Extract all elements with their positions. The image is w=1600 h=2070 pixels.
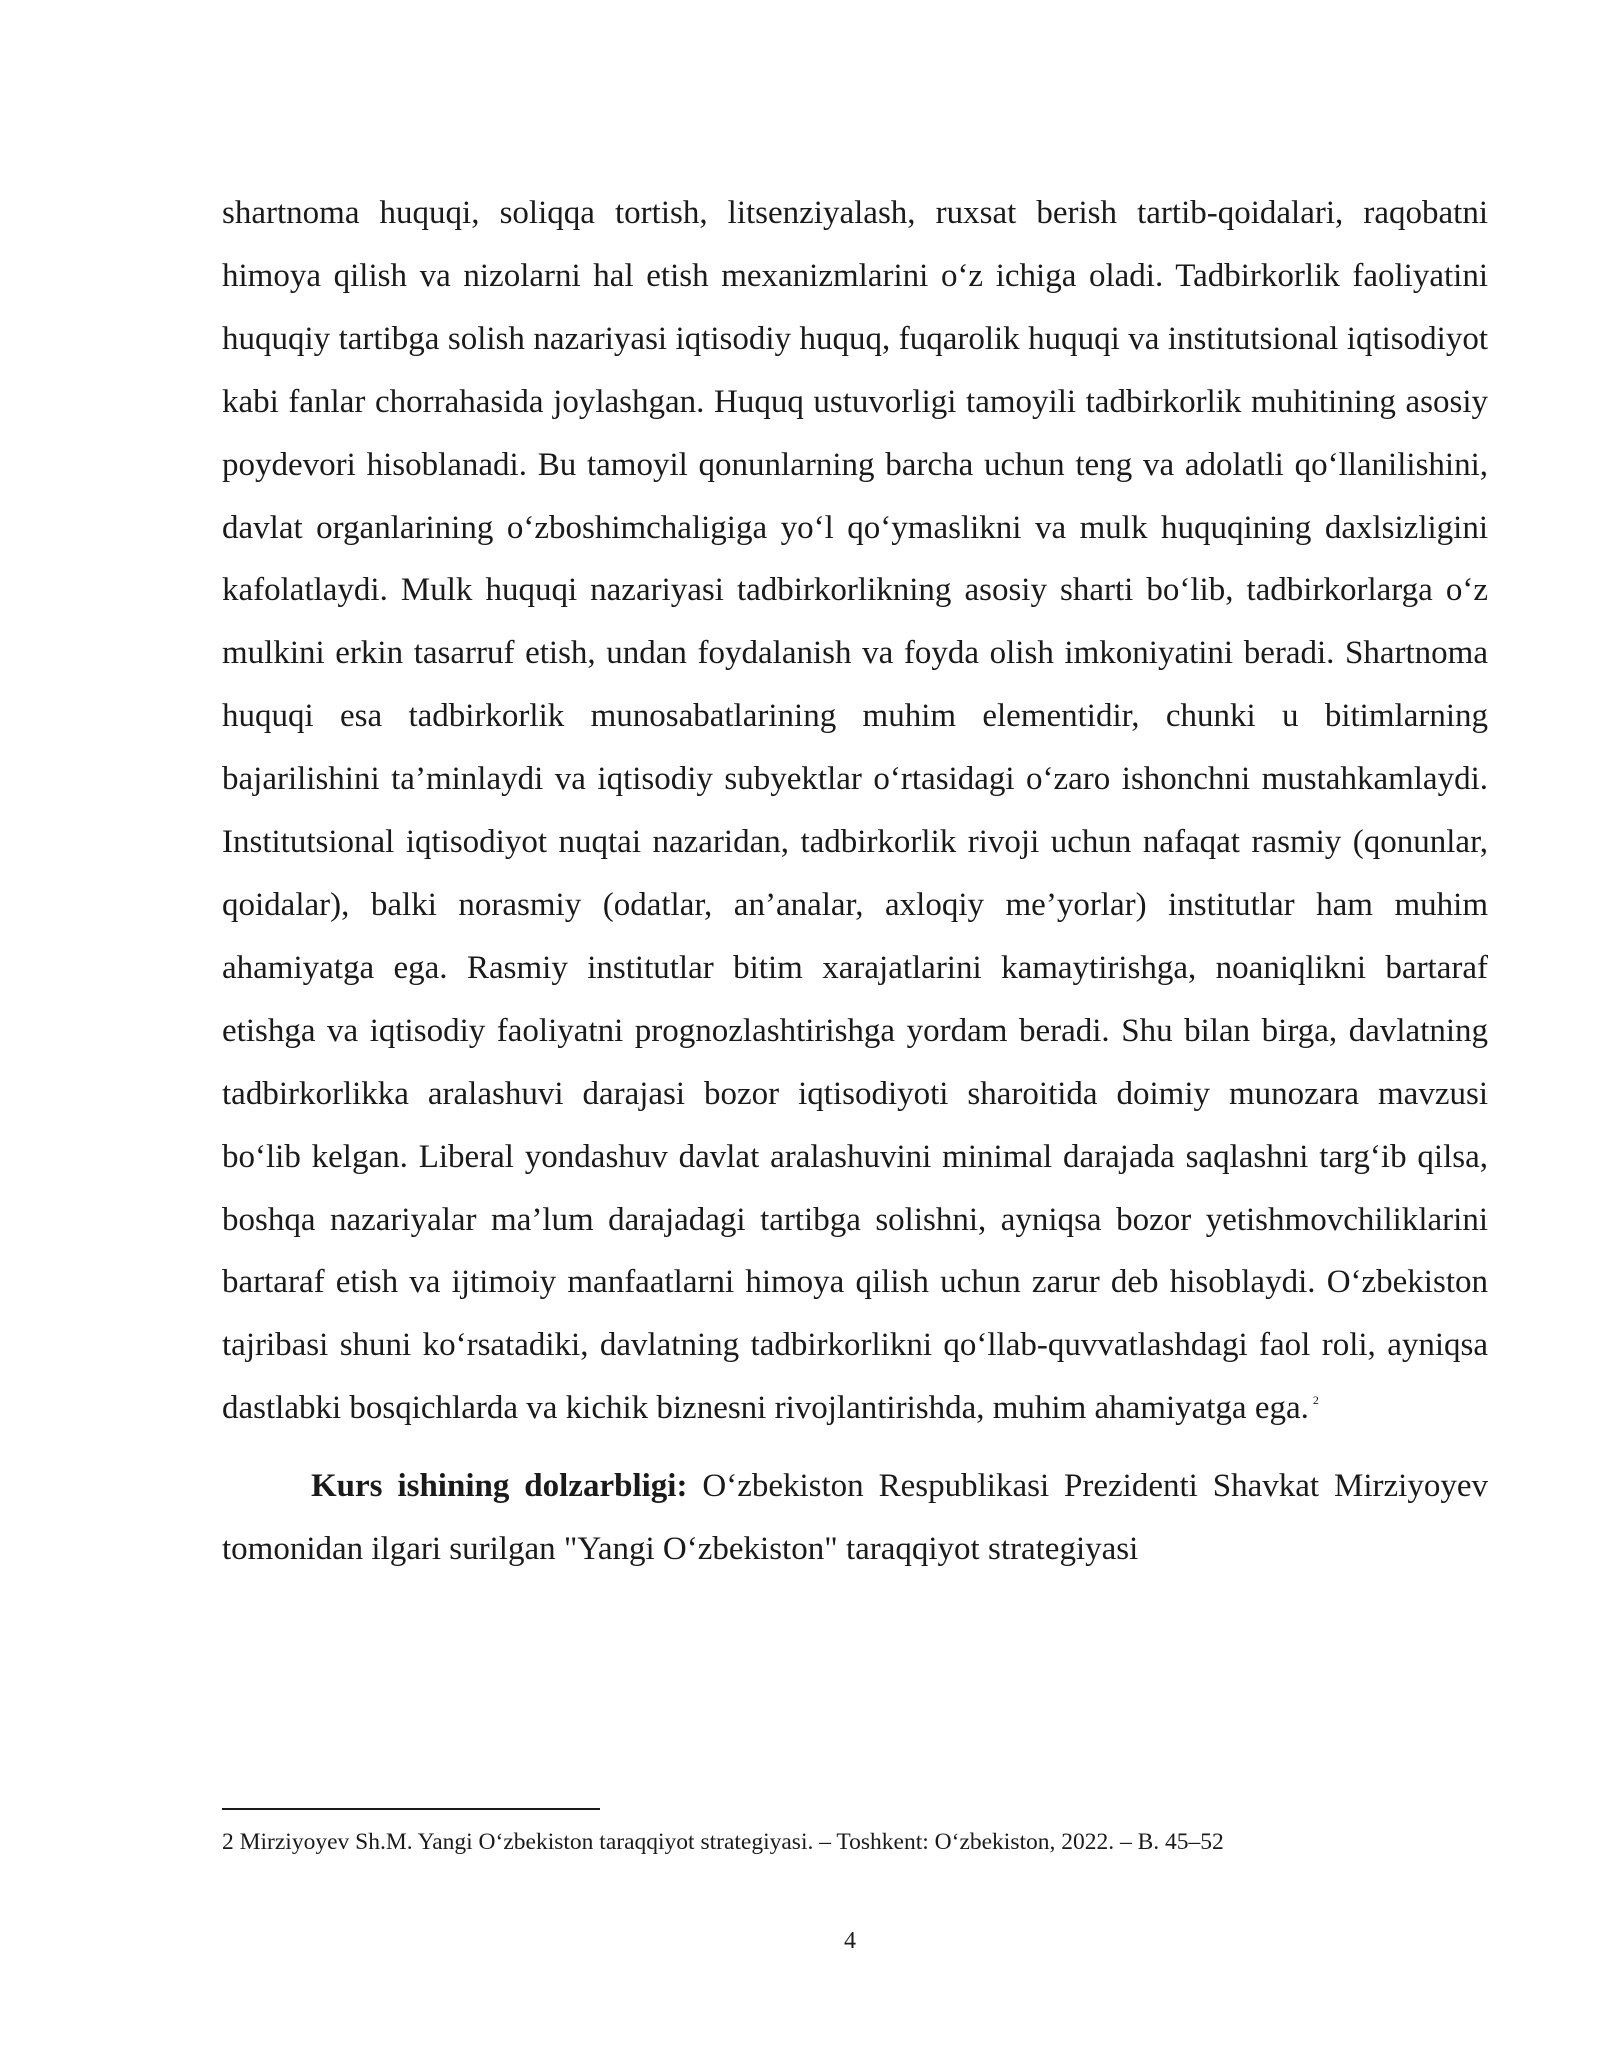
paragraph-1-text: shartnoma huquqi, soliqqa tortish, litsenziyalash, ruxsat berish tartib-qoidalari, raqobatni himoya qilish va nizolarni hal etish mexanizmlarini oʻz ichiga oladi. Tadbirkorlik faoliyatini huquqiy tartibga solish nazariyasi iqtisodiy huquq, fuqarolik huquqi va institutsional iqtisodiyot kabi fanlar chorrahasida joylashgan. Huquq ustuvorligi tamoyili tadbirkorlik muhitining asosiy poydevori hisoblanadi. Bu tamoyil qonunlarning barcha uchun teng va adolatli qoʻllanilishini, davlat organlarining oʻzboshimchaligiga yoʻl qoʻymaslikni va mulk huquqining daxlsizligini kafolatlaydi. Mulk huquqi nazariyasi tadbirkorlikning asosiy sharti boʻlib, tadbirkorlarga oʻz mulkini erkin tasarruf etish, undan foydalanish va foyda olish imkoniyatini beradi. Shartnoma huquqi esa tadbirkorlik munosabatlarining muhim elementidir, chunki u bitimlarning bajarilishini ta’minlaydi va iqtisodiy subyektlar oʻrtasidagi oʻzaro ishonchni mustahkamlaydi. Institutsional iqtisodiyot nuqtai nazaridan, tadbirkorlik rivoji uchun nafaqat rasmiy (qonunlar, qoidalar), balki norasmiy (odatlar, an’analar, axloqiy me’yorlar) institutlar ham muhim ahamiyatga ega. Rasmiy institutlar bitim xarajatlarini kamaytirishga, noaniqlikni bartaraf etishga va iqtisodiy faoliyatni prognozlashtirishga yordam beradi. Shu bilan birga, davlatning tadbirkorlikka aralashuvi darajasi bozor iqtisodiyoti sharoitida doimiy munozara mavzusi boʻlib kelgan. Liberal yondashuv davlat aralashuvini minimal darajada saqlashni targʻib qilsa, boshqa nazariyalar ma’lum darajadagi tartibga solishni, ayniqsa bozor yetishmovchiliklarini bartaraf etish va ijtimoiy manfaatlarni himoya qilish uchun zarur deb hisoblaydi. Oʻzbekiston tajribasi shuni koʻrsatadiki, davlatning tadbirkorlikni qoʻllab-quvvatlashdagi faol roli, ayniqsa dastlabki bosqichlarda va kichik biznesni rivojlantirishda, muhim ahamiyatga ega. [222,195,1488,1427]
paragraph-1 [222,182,1488,1440]
page-number: 4 [844,1928,856,1954]
footnote-reference: 2 [1312,1393,1319,1408]
footnote: 2 Mirziyoyev Sh.M. Yangi Oʻzbekiston taraqqiyot strategiyasi. – Toshkent: Oʻzbekiston, 2022. – B. 45–52 [222,1829,1224,1855]
paragraph-2 [222,1455,1488,1581]
paragraph-2-heading: Kurs ishining dolzarbligi: [311,1468,688,1505]
paragraph-2-text: Oʻzbekiston Respublikasi Prezidenti Shavkat Mirziyoyev tomonidan ilgari surilgan "Yangi Oʻzbekiston" taraqqiyot strategiyasi [222,1468,1488,1568]
footnote-separator [222,1808,600,1810]
body-text [222,182,1488,1581]
